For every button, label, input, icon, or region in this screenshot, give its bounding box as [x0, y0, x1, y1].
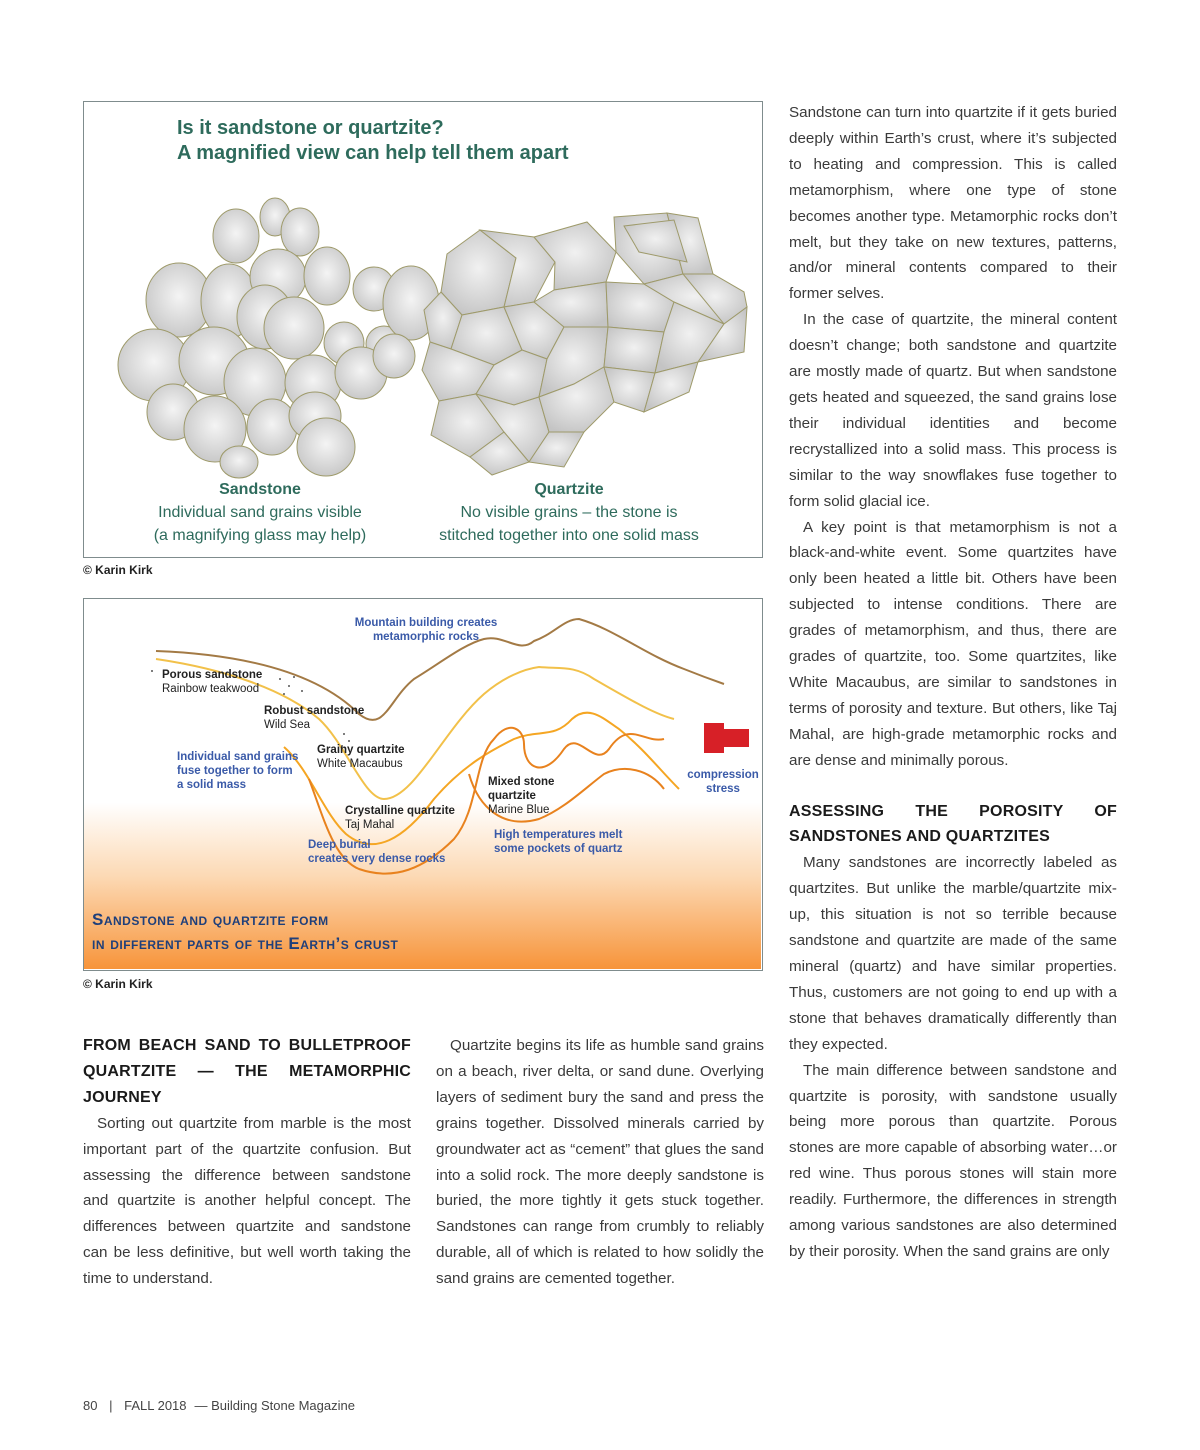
heading-assessing-porosity: ASSESSING THE POROSITY OF SANDSTONES AND QUARTZITES: [789, 802, 1117, 846]
label-fuse-line2: fuse together to form: [177, 765, 293, 777]
label-wild-sea: Wild Sea: [264, 719, 311, 731]
footer-separator: |: [109, 1398, 113, 1413]
figure1-title-line2: A magnified view can help tell them apart: [177, 142, 569, 164]
page-footer: [83, 1398, 363, 1413]
label-grainy-quartzite: Grainy quartzite: [317, 744, 405, 756]
label-white-macaubus: White Macaubus: [317, 758, 403, 770]
quartzite-desc-line1: No visible grains – the stone is: [460, 504, 678, 521]
sandstone-heading: Sandstone: [219, 481, 301, 498]
label-mountain-line2: metamorphic rocks: [372, 631, 480, 643]
quartzite-desc-line2: stitched together into one solid mass: [439, 527, 699, 544]
paragraph-sandstone-turns: Sandstone can turn into quartzite if it gets buried deeply within Earth’s crust, where it’s subjected to heating and compression. This is called metamorphism, where one type of stone becomes another type. Metamorphic rocks don’t melt, but they take on new textures, patterns, and/or mineral contents compared to their former selves.: [789, 104, 1117, 303]
label-robust-sandstone: Robust sandstone: [264, 705, 365, 717]
figure2-credit: © Karin Kirk: [83, 977, 153, 991]
paragraph-sorting-out: Sorting out quartzite from marble is the most important part of the quartzite confusion. But assessing the difference between sandstone and quartzite is another helpful concept. The differences between quartzite and sandstone can be less definitive, but well worth taking the time to understand.: [83, 1114, 411, 1288]
label-compression-line1: compression: [687, 769, 759, 781]
paragraph-quartzite-begins-text: Quartzite begins its life as humble sand grains on a beach, river delta, or sand dune. Overlying layers of sediment bury the sand and press the grains together. Dissolved minerals carried by groundwater act as “cement” that glues the sand into a solid rock. The more deeply sandstone is buried, the more tightly it gets stuck together. Sandstones can range from crumbly to reliably durable, all of which is related to how solidly the sand grains are cemented together.: [436, 1037, 764, 1288]
crust-cross-section: [84, 599, 761, 969]
label-melt-line1: High temperatures melt: [494, 829, 623, 841]
label-rainbow-teakwood: Rainbow teakwood: [162, 683, 260, 695]
paragraph-main-difference: The main difference between sandstone and quartzite is porosity, with sandstone usually being more porous than quartzite. Porous stones are more capable of absorbing water…or red wine. Thus porous stones will stain more readily. Furthermore, the differences in strength among various sandstones are also determined by their porosity. When the sand grains are only: [789, 1061, 1117, 1260]
figure1-title-line1: Is it sandstone or quartzite?: [177, 117, 444, 139]
paragraph-key-point: A key point is that metamorphism is not a black-and-white event. Some quartzites have only been heated a little bit. Others have been subjected to intense conditions. There are grades of metamorphism, and thus, there are grades of quartzite, too. Some quartzites, like White Macaubus, are similar to sandstones in terms of porosity and texture. But others, like Taj Mahal, are high-grade metamorphic rocks and are dense and minimally porous.: [789, 518, 1117, 769]
label-fuse-line3: a solid mass: [177, 779, 247, 791]
paragraph-case-of-quartzite: In the case of quartzite, the mineral content doesn’t change; both sandstone and quartzite are mostly made of quartz. But when sandstone gets heated and squeezed, the sand grains lose their individual identities and become recrystallized into a solid mass. This process is similar to the way snowflakes fuse together to form solid glacial ice.: [789, 311, 1117, 510]
label-deep-line2: creates very dense rocks: [308, 853, 446, 865]
heading-metamorphic-journey: FROM BEACH SAND TO BULLETPROOF QUARTZITE — THE METAMORPHIC JOURNEY: [83, 1037, 411, 1106]
label-crystalline-quartzite: Crystalline quartzite: [345, 805, 455, 817]
label-taj-mahal: Taj Mahal: [345, 819, 395, 831]
quartzite-heading: Quartzite: [534, 481, 604, 498]
label-mountain-line1: Mountain building creates: [354, 617, 498, 629]
figure-crust-diagram: [83, 598, 763, 971]
label-mixed-line1: Mixed stone: [488, 776, 555, 788]
footer-issue: FALL 2018: [124, 1398, 187, 1413]
paragraph-quartzite-begins: [436, 1033, 764, 1292]
sandstone-desc-line1: Individual sand grains visible: [158, 504, 362, 521]
label-deep-line1: Deep burial: [308, 839, 371, 851]
label-porous-sandstone: Porous sandstone: [162, 669, 263, 681]
grain-illustration: [84, 102, 761, 556]
label-melt-line2: some pockets of quartz: [494, 843, 623, 855]
article-column-1: [83, 1033, 764, 1343]
sandstone-desc-line2: (a magnifying glass may help): [153, 527, 367, 544]
quartzite-mass: [422, 213, 747, 475]
paragraph-many-sandstones: Many sandstones are incorrectly labeled as quartzites. But unlike the marble/quartzite mix-up, this situation is not so terrible because sandstone and quartzite are made of the same mineral (quartz) and have similar properties. Thus, customers are not going to end up with a stone that behaves dramatically differently than they expected.: [789, 854, 1117, 1053]
label-mixed-line2: quartzite: [488, 790, 536, 802]
figure1-credit: © Karin Kirk: [83, 563, 153, 577]
page-number: 80: [83, 1398, 98, 1413]
label-fuse-line1: Individual sand grains: [177, 751, 299, 763]
figure2-caption-line1: Sandstone and quartzite form: [92, 910, 329, 929]
footer-magazine: — Building Stone Magazine: [194, 1398, 355, 1413]
article-column-3: [789, 100, 1117, 1265]
label-marine-blue: Marine Blue: [488, 804, 550, 816]
figure2-caption-line2: in different parts of the Earth’s crust: [92, 934, 399, 953]
sand-grains: [118, 198, 439, 478]
label-compression-line2: stress: [706, 783, 740, 795]
figure-sandstone-vs-quartzite: [83, 101, 763, 558]
